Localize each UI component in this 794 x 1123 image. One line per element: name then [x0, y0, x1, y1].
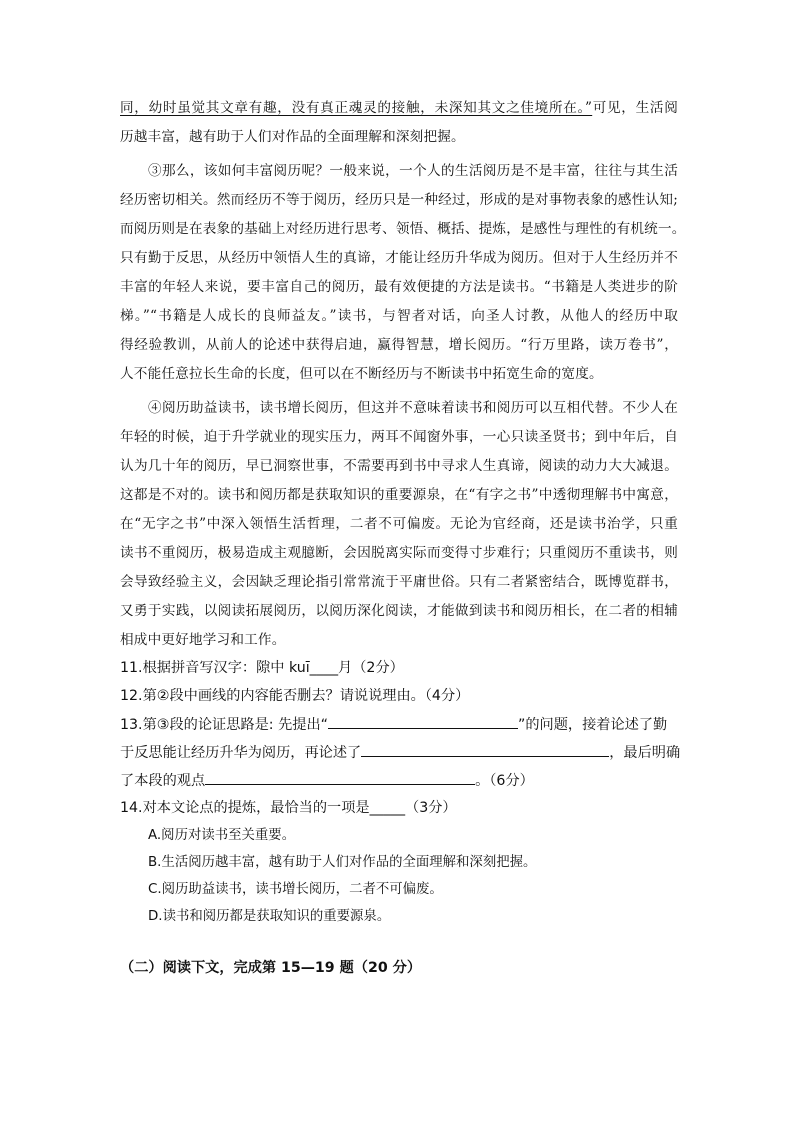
question-13-text: 于反思能让经历升华为阅历，再论述了: [120, 745, 362, 761]
paragraph-3-line: ③那么，该如何丰富阅历呢？一般来说，一个人的生活阅历是不是丰富，往往与其生活: [148, 163, 678, 179]
question-14: 14.对本文论点的提炼，最恰当的一项是_____（3分）: [120, 800, 457, 816]
passage-line-2: 历越丰富，越有助于人们对作品的全面理解和深刻把握。: [120, 129, 465, 145]
paragraph-4-line: 读书不重阅历，极易造成主观臆断，会因脱离实际而变得寸步难行；只重阅历不重读书，则: [120, 545, 678, 561]
paragraph-4-line: 年轻的时候，迫于升学就业的现实压力，两耳不闻窗外事，一心只读圣贤书；到中年后，自: [120, 429, 678, 445]
question-13-line-1: [120, 714, 680, 735]
answer-blank[interactable]: [205, 770, 475, 785]
question-13-line-3: [120, 770, 680, 791]
paragraph-4-line: 在“无字之书”中深入领悟生活哲理，二者不可偏废。无论为官经商，还是读书治学，只重: [120, 516, 678, 532]
passage-line-1: [120, 98, 678, 118]
option-c: C.阅历助益读书，读书增长阅历，二者不可偏废。: [148, 882, 443, 897]
question-12: 12.第②段中画线的内容能否删去？请说说理由。（4分）: [120, 688, 470, 704]
paragraph-3-line: 而阅历则是在表象的基础上对经历进行思考、领悟、概括、提炼，是感性与理性的有机统一。: [120, 221, 686, 237]
option-b: B.生活阅历越丰富，越有助于人们对作品的全面理解和深刻把握。: [148, 855, 537, 870]
paragraph-4-line: 会导致经验主义，会因缺乏理论指引常常流于平庸世俗。只有二者紧密结合，既博览群书，: [120, 574, 678, 590]
question-11: 11.根据拼音写汉字：隙中 kuī____月（2分）: [120, 660, 404, 676]
paragraph-4-line: 又勇于实践，以阅读拓展阅历，以阅历深化阅读，才能做到读书和阅历相长，在二者的相辅: [120, 603, 678, 619]
question-13-text: 了本段的观点: [120, 773, 206, 789]
option-a: A.阅历对读书至关重要。: [148, 828, 296, 843]
paragraph-4-line: 认为几十年的阅历，早已洞察世事，不需要再到书中寻求人生真谛，阅读的动力大大减退。: [120, 458, 678, 474]
question-13-text: ，最后明确: [609, 745, 681, 761]
option-d: D.读书和阅历都是获取知识的重要源泉。: [148, 909, 391, 924]
paragraph-3-line: 得经验教训，从前人的论述中获得启迪，赢得智慧，增长阅历。“行万里路，读万卷书”，: [120, 337, 678, 353]
paragraph-4-line: 相成中更好地学习和工作。: [120, 632, 286, 648]
section-heading: （二）阅读下文，完成第 15—19 题（20 分）: [120, 960, 422, 976]
paragraph-4-line: 这都是不对的。读书和阅历都是获取知识的重要源泉，在“有字之书”中透彻理解书中寓意，: [120, 487, 678, 503]
paragraph-3-line: 丰富的年轻人来说，要丰富自己的阅历，最有效便捷的方法是读书。“书籍是人类进步的阶: [120, 279, 678, 295]
paragraph-3-line: 只有勤于反思，从经历中领悟人生的真谛，才能让经历升华成为阅历。但对于人生经历并不: [120, 250, 678, 266]
paragraph-3-line: 梯。”“书籍是人成长的良师益友。”读书，与智者对话，向圣人讨教，从他人的经历中取: [120, 308, 678, 324]
underlined-quote: 同，幼时虽觉其文章有趣，没有真正魂灵的接触，未深知其文之佳境所在。”: [120, 100, 593, 116]
answer-blank[interactable]: [328, 714, 518, 729]
question-13-text: 。（6分）: [475, 773, 534, 789]
paragraph-3-line: 人不能任意拉长生命的长度，但可以在不断经历与不断读书中拓宽生命的宽度。: [120, 366, 603, 382]
question-13-text: ”的问题，接着论述了勤: [518, 717, 668, 733]
question-13-line-2: [120, 742, 680, 763]
paragraph-3-line: 经历密切相关。然而经历不等于阅历，经历只是一种经过，形成的是对事物表象的感性认知;: [120, 192, 678, 208]
passage-line-1-rest: 可见，生活阅: [592, 100, 678, 116]
paragraph-4-line: ④阅历助益读书，读书增长阅历，但这并不意味着读书和阅历可以互相代替。不少人在: [148, 400, 678, 416]
question-13-text: 13.第③段的论证思路是: 先提出“: [120, 717, 328, 733]
answer-blank[interactable]: [361, 742, 609, 757]
